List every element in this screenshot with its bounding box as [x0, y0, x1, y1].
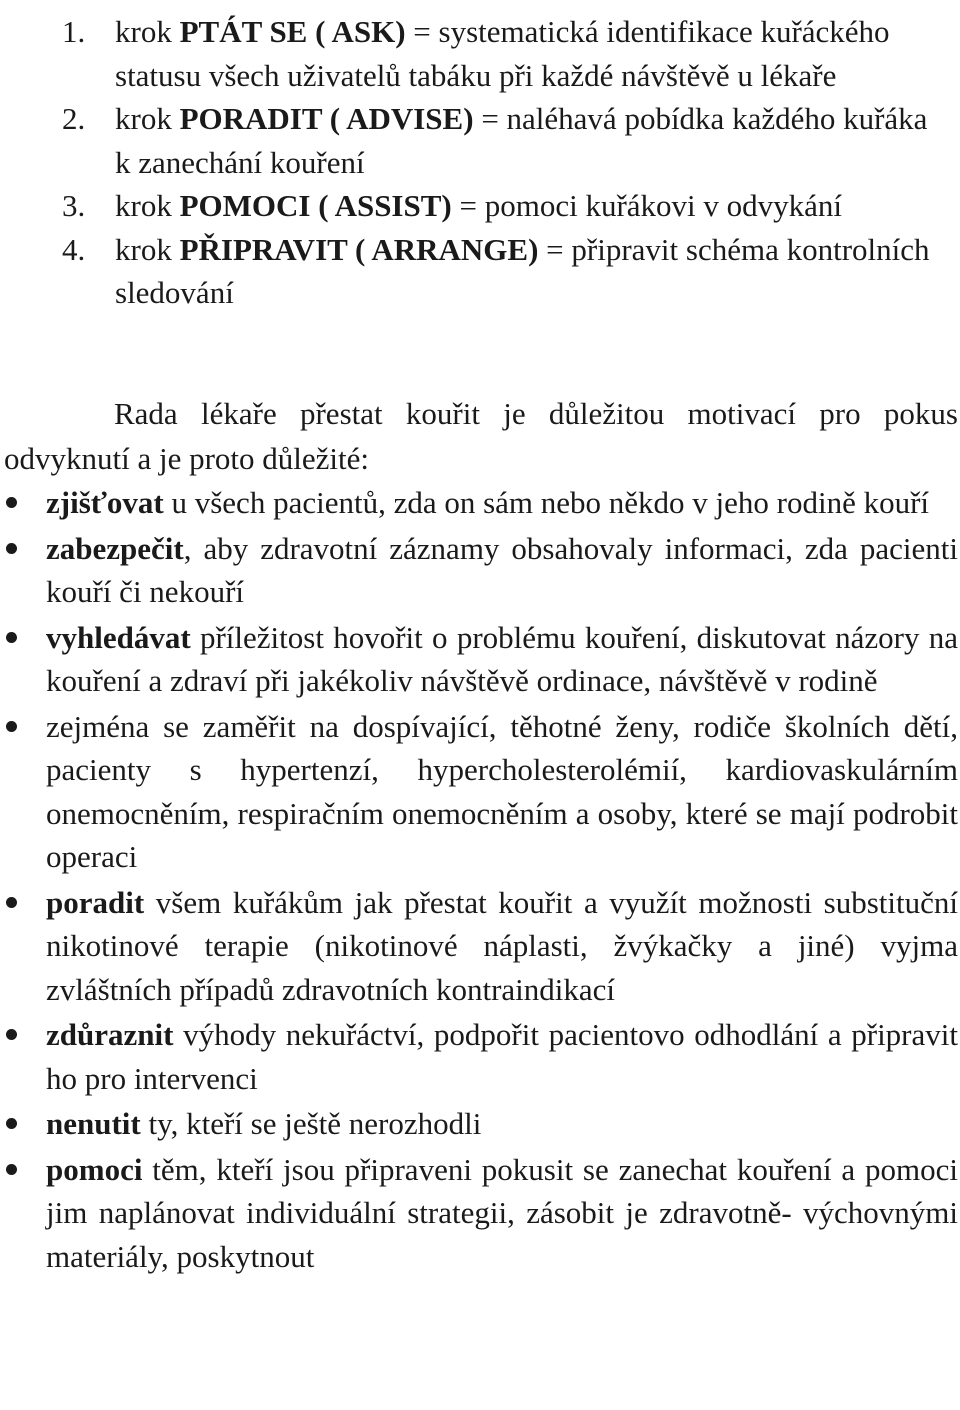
- step-title: PORADIT ( ADVISE): [179, 101, 474, 136]
- bullet-keyword: poradit: [46, 884, 145, 920]
- bullet-keyword: nenutit: [46, 1106, 141, 1141]
- step-description: = naléhavá pobídka každého kuřáka k zanechání kouření: [115, 101, 928, 180]
- bullet-keyword: zjišťovat: [46, 485, 164, 520]
- bullet-text: všem kuřákům jak přestat kouřit a využít možnosti substituční nikotinové terapie (nikotinové náplasti, žvýkačky a jiné) vyjma zvláštních případů zdravotních kontraindikací: [46, 884, 958, 1007]
- bullet-text: příležitost hovořit o problému kouření, diskutovat názory na kouření a zdraví při jakékoliv návštěvě ordinace, návštěvě v rodině: [46, 619, 958, 698]
- bullet-text: , aby zdravotní záznamy obsahovaly informaci, zda pacienti kouří či nekouří: [46, 530, 958, 609]
- steps-list: [0, 10, 960, 315]
- bullet-text: výhody nekuřáctví, podpořit pacientovo odhodlání a připravit ho pro intervenci: [46, 1017, 958, 1096]
- step-description: = systematická identifikace kuřáckého statusu všech uživatelů tabáku při každé návštěvě u lékaře: [115, 14, 890, 93]
- bullet-icon: [6, 543, 17, 554]
- bullet-keyword: vyhledávat: [46, 619, 191, 655]
- bullet-item-zduraznit: [0, 1013, 960, 1100]
- step-item-2: [0, 97, 960, 184]
- step-number: 4.: [62, 231, 86, 267]
- bullet-text: zejména se zaměřit na dospívající, těhotné ženy, rodiče školních dětí, pacienty s hypertenzí, hypercholesterolémií, kardiovaskulárním onemocněním, respiračním onemocněním a osoby, které se mají podrobit operaci: [46, 708, 958, 874]
- step-item-1: [0, 10, 960, 97]
- step-prefix: krok: [115, 231, 180, 267]
- bullet-keyword: pomoci: [46, 1151, 143, 1187]
- step-description: = pomoci kuřákovi v odvykání: [451, 188, 843, 223]
- step-prefix: krok: [115, 14, 180, 49]
- step-description: = připravit schéma kontrolních sledování: [115, 231, 930, 310]
- bullet-icon: [6, 1118, 17, 1129]
- step-number: 3.: [62, 188, 86, 223]
- bullet-item-vyhledavat: [0, 616, 960, 703]
- step-title: PTÁT SE ( ASK): [179, 14, 406, 49]
- bullet-keyword: zdůraznit: [46, 1017, 174, 1052]
- bullet-item-zjistovat: [0, 481, 960, 525]
- bullet-item-nenutit: [0, 1102, 960, 1146]
- step-number: 2.: [62, 101, 86, 136]
- intro-paragraph: Rada lékaře přestat kouřit je důležitou motivací pro pokus odvyknutí a je proto důležité:: [4, 396, 958, 476]
- step-prefix: krok: [115, 188, 180, 223]
- bullet-item-zejmena: [0, 705, 960, 879]
- bullet-keyword: zabezpečit: [46, 530, 184, 566]
- bullet-text: ty, kteří se ještě nerozhodli: [140, 1106, 482, 1141]
- step-title: PŘIPRAVIT ( ARRANGE): [179, 231, 539, 267]
- bullet-icon: [6, 1164, 17, 1175]
- bullet-icon: [6, 721, 17, 732]
- bullet-item-zabezpecit: [0, 527, 960, 614]
- bullet-text: u všech pacientů, zda on sám nebo někdo v jeho rodině kouří: [163, 485, 930, 520]
- bullet-icon: [6, 897, 17, 908]
- step-number: 1.: [62, 14, 86, 49]
- bullet-icon: [6, 1029, 17, 1040]
- bullet-list: [0, 481, 960, 1280]
- bullet-item-pomoci: [0, 1148, 960, 1279]
- bullet-icon: [6, 497, 17, 508]
- step-item-4: [0, 228, 960, 315]
- step-prefix: krok: [115, 101, 180, 136]
- bullet-icon: [6, 632, 17, 643]
- bullet-item-poradit: [0, 881, 960, 1012]
- step-item-3: [0, 184, 960, 228]
- step-title: POMOCI ( ASSIST): [179, 188, 452, 223]
- bullet-text: těm, kteří jsou připraveni pokusit se zanechat kouření a pomoci jim naplánovat individuální strategii, zásobit je zdravotně- výchovnými materiály, poskytnout: [46, 1151, 958, 1274]
